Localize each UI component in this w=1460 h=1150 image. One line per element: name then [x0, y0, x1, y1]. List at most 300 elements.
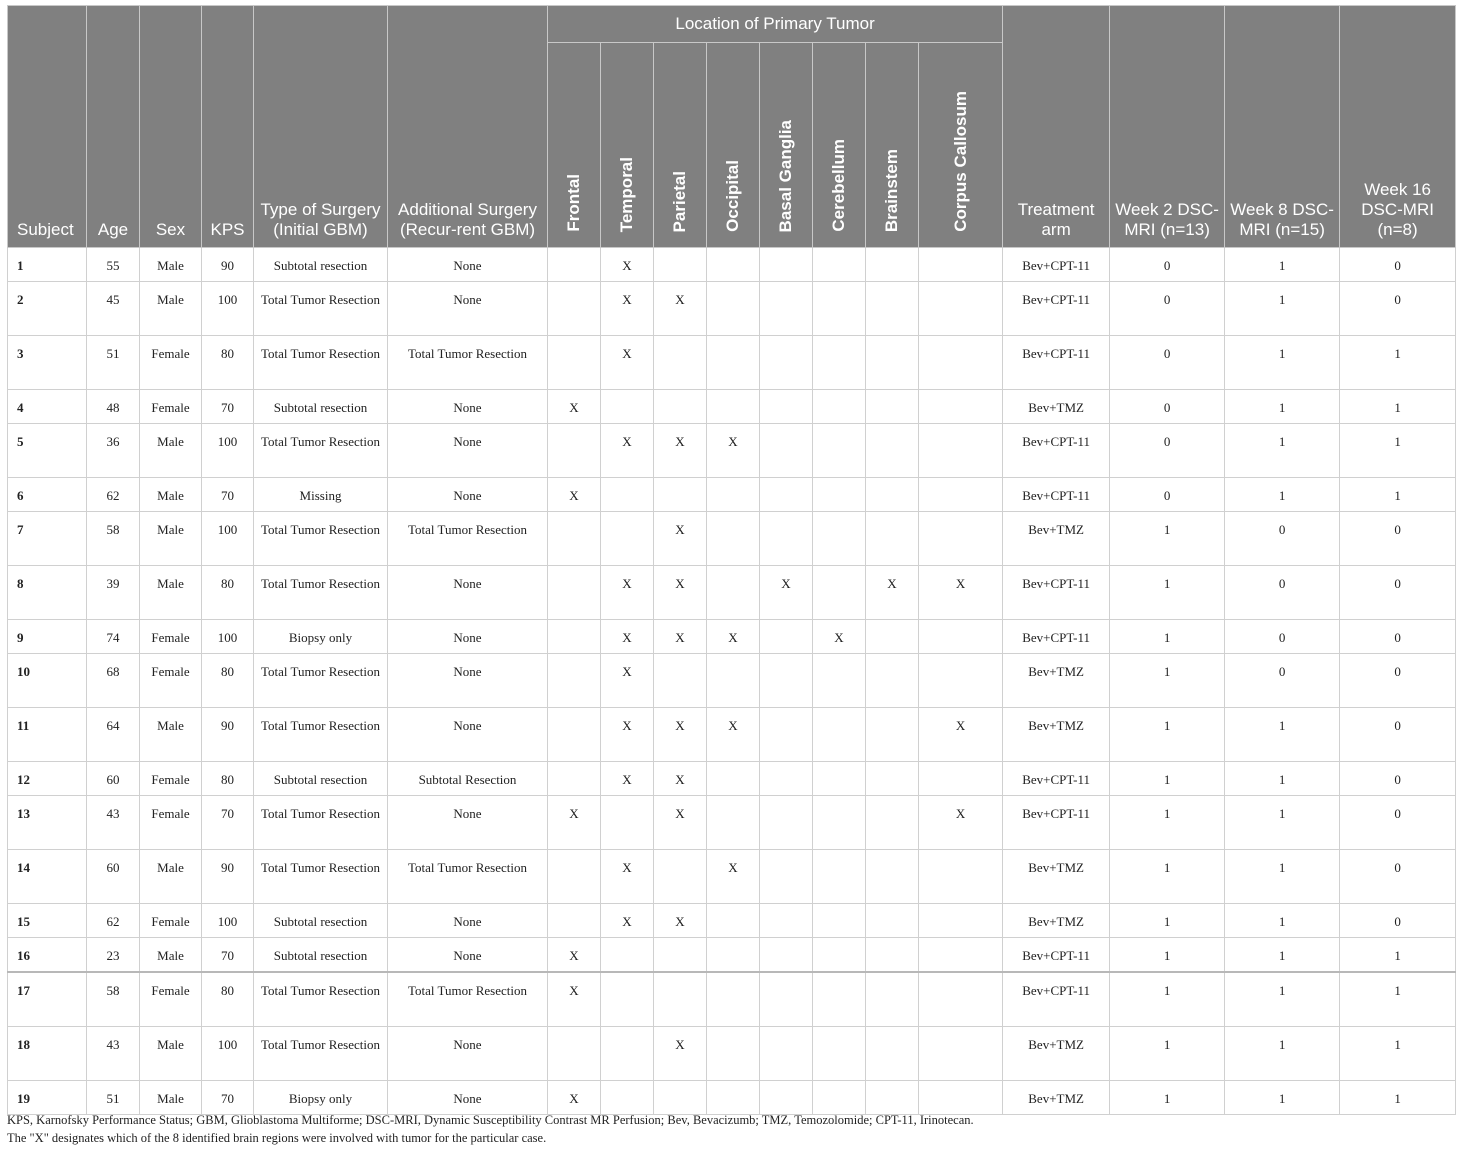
cell-location-5	[813, 248, 866, 282]
cell-surgery-type: Total Tumor Resection	[254, 850, 388, 904]
col-sex: Sex	[140, 6, 202, 248]
cell-location-2: X	[654, 1027, 707, 1081]
cell-location-6	[866, 654, 919, 708]
cell-week8: 0	[1225, 512, 1340, 566]
cell-sex: Male	[140, 282, 202, 336]
cell-location-6	[866, 796, 919, 850]
cell-location-3: X	[707, 708, 760, 762]
cell-kps: 100	[202, 904, 254, 938]
cell-additional-surgery: None	[388, 282, 548, 336]
cell-surgery-type: Missing	[254, 478, 388, 512]
cell-age: 23	[87, 938, 140, 973]
cell-location-0: X	[548, 1081, 601, 1115]
cell-treatment-arm: Bev+CPT-11	[1003, 248, 1110, 282]
cell-subject: 9	[8, 620, 87, 654]
col-location-7	[919, 43, 1003, 248]
cell-sex: Female	[140, 904, 202, 938]
cell-surgery-type: Biopsy only	[254, 620, 388, 654]
cell-week2: 0	[1110, 248, 1225, 282]
cell-week8: 1	[1225, 248, 1340, 282]
cell-location-1: X	[601, 904, 654, 938]
cell-location-1: X	[601, 708, 654, 762]
cell-location-0	[548, 424, 601, 478]
cell-location-4	[760, 248, 813, 282]
cell-age: 68	[87, 654, 140, 708]
table-row	[8, 1027, 1456, 1081]
cell-location-3	[707, 248, 760, 282]
cell-subject: 17	[8, 972, 87, 1027]
cell-surgery-type: Subtotal resection	[254, 762, 388, 796]
cell-sex: Female	[140, 620, 202, 654]
cell-week2: 0	[1110, 478, 1225, 512]
col-subject: Subject	[8, 6, 87, 248]
cell-location-6	[866, 708, 919, 762]
cell-subject: 13	[8, 796, 87, 850]
cell-location-3	[707, 1027, 760, 1081]
cell-subject: 4	[8, 390, 87, 424]
cell-location-7	[919, 512, 1003, 566]
table-body	[8, 248, 1456, 1115]
cell-location-4	[760, 282, 813, 336]
cell-location-3	[707, 654, 760, 708]
cell-sex: Female	[140, 390, 202, 424]
cell-week16: 1	[1340, 336, 1456, 390]
cell-location-0	[548, 566, 601, 620]
cell-week8: 1	[1225, 478, 1340, 512]
cell-additional-surgery: None	[388, 390, 548, 424]
table-row	[8, 248, 1456, 282]
cell-sex: Male	[140, 1027, 202, 1081]
cell-location-6	[866, 478, 919, 512]
cell-subject: 1	[8, 248, 87, 282]
cell-location-2	[654, 390, 707, 424]
cell-sex: Male	[140, 708, 202, 762]
cell-week8: 0	[1225, 620, 1340, 654]
cell-location-3	[707, 904, 760, 938]
cell-surgery-type: Total Tumor Resection	[254, 282, 388, 336]
cell-location-6	[866, 512, 919, 566]
cell-surgery-type: Total Tumor Resection	[254, 708, 388, 762]
cell-subject: 3	[8, 336, 87, 390]
col-week16: Week 16 DSC-MRI (n=8)	[1340, 6, 1456, 248]
location-label: Frontal	[564, 174, 583, 232]
cell-location-0: X	[548, 390, 601, 424]
cell-location-0	[548, 282, 601, 336]
table-header	[8, 6, 1456, 248]
cell-subject: 12	[8, 762, 87, 796]
table-row	[8, 708, 1456, 762]
cell-additional-surgery: None	[388, 424, 548, 478]
cell-week2: 1	[1110, 566, 1225, 620]
cell-location-0	[548, 762, 601, 796]
cell-subject: 16	[8, 938, 87, 973]
cell-surgery-type: Total Tumor Resection	[254, 566, 388, 620]
cell-kps: 80	[202, 972, 254, 1027]
cell-surgery-type: Subtotal resection	[254, 938, 388, 973]
cell-location-7: X	[919, 566, 1003, 620]
cell-location-4: X	[760, 566, 813, 620]
cell-week16: 0	[1340, 566, 1456, 620]
cell-location-6	[866, 620, 919, 654]
cell-location-4	[760, 762, 813, 796]
cell-location-1: X	[601, 850, 654, 904]
cell-subject: 6	[8, 478, 87, 512]
cell-location-7: X	[919, 796, 1003, 850]
cell-location-1: X	[601, 654, 654, 708]
cell-week2: 1	[1110, 938, 1225, 973]
cell-kps: 90	[202, 708, 254, 762]
col-week8: Week 8 DSC-MRI (n=15)	[1225, 6, 1340, 248]
cell-week2: 1	[1110, 972, 1225, 1027]
cell-location-4	[760, 478, 813, 512]
cell-subject: 7	[8, 512, 87, 566]
cell-age: 36	[87, 424, 140, 478]
cell-treatment-arm: Bev+CPT-11	[1003, 478, 1110, 512]
cell-age: 64	[87, 708, 140, 762]
table-row	[8, 938, 1456, 973]
cell-location-3	[707, 478, 760, 512]
cell-location-7	[919, 850, 1003, 904]
cell-location-2: X	[654, 620, 707, 654]
cell-location-7	[919, 938, 1003, 973]
cell-week8: 1	[1225, 904, 1340, 938]
cell-week8: 1	[1225, 850, 1340, 904]
cell-location-7	[919, 762, 1003, 796]
col-age: Age	[87, 6, 140, 248]
cell-location-1: X	[601, 248, 654, 282]
cell-sex: Male	[140, 850, 202, 904]
cell-additional-surgery: None	[388, 1027, 548, 1081]
cell-location-6	[866, 1081, 919, 1115]
cell-week16: 1	[1340, 424, 1456, 478]
cell-location-4	[760, 938, 813, 973]
cell-week2: 1	[1110, 654, 1225, 708]
cell-location-2	[654, 336, 707, 390]
cell-week16: 0	[1340, 796, 1456, 850]
cell-location-3: X	[707, 620, 760, 654]
cell-location-6	[866, 424, 919, 478]
cell-age: 58	[87, 972, 140, 1027]
cell-week8: 1	[1225, 938, 1340, 973]
cell-treatment-arm: Bev+TMZ	[1003, 850, 1110, 904]
cell-location-5	[813, 850, 866, 904]
cell-location-7	[919, 972, 1003, 1027]
cell-additional-surgery: None	[388, 1081, 548, 1115]
cell-subject: 15	[8, 904, 87, 938]
cell-age: 43	[87, 1027, 140, 1081]
cell-location-2: X	[654, 566, 707, 620]
cell-location-4	[760, 336, 813, 390]
table-row	[8, 478, 1456, 512]
location-label: Corpus Callosum	[950, 91, 970, 232]
cell-location-2: X	[654, 708, 707, 762]
cell-treatment-arm: Bev+CPT-11	[1003, 796, 1110, 850]
cell-location-3	[707, 762, 760, 796]
cell-location-0	[548, 904, 601, 938]
cell-location-3	[707, 972, 760, 1027]
cell-age: 60	[87, 762, 140, 796]
location-label: Basal Ganglia	[776, 119, 795, 232]
cell-week2: 1	[1110, 512, 1225, 566]
cell-week8: 0	[1225, 654, 1340, 708]
table-row	[8, 654, 1456, 708]
cell-sex: Male	[140, 566, 202, 620]
cell-age: 51	[87, 1081, 140, 1115]
cell-additional-surgery: None	[388, 620, 548, 654]
table-row	[8, 762, 1456, 796]
cell-location-2	[654, 478, 707, 512]
cell-location-3	[707, 1081, 760, 1115]
cell-surgery-type: Total Tumor Resection	[254, 424, 388, 478]
cell-sex: Female	[140, 654, 202, 708]
cell-location-7	[919, 478, 1003, 512]
cell-location-2	[654, 938, 707, 973]
patient-table	[7, 5, 1456, 1115]
cell-age: 58	[87, 512, 140, 566]
cell-kps: 100	[202, 620, 254, 654]
cell-week8: 1	[1225, 796, 1340, 850]
cell-location-6	[866, 390, 919, 424]
cell-location-1: X	[601, 424, 654, 478]
cell-treatment-arm: Bev+CPT-11	[1003, 620, 1110, 654]
col-location-5	[813, 43, 866, 248]
table-row	[8, 796, 1456, 850]
cell-location-3	[707, 282, 760, 336]
cell-additional-surgery: None	[388, 248, 548, 282]
col-location-1	[601, 43, 654, 248]
cell-location-3	[707, 390, 760, 424]
cell-location-1	[601, 1081, 654, 1115]
cell-location-3	[707, 796, 760, 850]
cell-additional-surgery: Total Tumor Resection	[388, 972, 548, 1027]
cell-subject: 2	[8, 282, 87, 336]
cell-location-4	[760, 620, 813, 654]
table-row	[8, 282, 1456, 336]
cell-subject: 8	[8, 566, 87, 620]
cell-surgery-type: Subtotal resection	[254, 248, 388, 282]
cell-location-2: X	[654, 904, 707, 938]
cell-age: 45	[87, 282, 140, 336]
cell-subject: 19	[8, 1081, 87, 1115]
table-row	[8, 904, 1456, 938]
cell-location-3	[707, 566, 760, 620]
cell-location-6: X	[866, 566, 919, 620]
cell-week2: 1	[1110, 850, 1225, 904]
location-label: Brainstem	[882, 148, 901, 232]
cell-week8: 1	[1225, 1081, 1340, 1115]
cell-location-3	[707, 512, 760, 566]
cell-additional-surgery: Total Tumor Resection	[388, 850, 548, 904]
cell-week2: 1	[1110, 708, 1225, 762]
cell-week8: 1	[1225, 972, 1340, 1027]
cell-location-5	[813, 336, 866, 390]
cell-location-5	[813, 478, 866, 512]
cell-location-0: X	[548, 972, 601, 1027]
cell-kps: 100	[202, 512, 254, 566]
cell-location-3: X	[707, 850, 760, 904]
cell-age: 55	[87, 248, 140, 282]
cell-treatment-arm: Bev+TMZ	[1003, 904, 1110, 938]
cell-location-6	[866, 850, 919, 904]
cell-location-4	[760, 972, 813, 1027]
cell-location-5	[813, 1027, 866, 1081]
col-location-2	[654, 43, 707, 248]
cell-treatment-arm: Bev+CPT-11	[1003, 424, 1110, 478]
table-row	[8, 850, 1456, 904]
cell-surgery-type: Total Tumor Resection	[254, 796, 388, 850]
cell-surgery-type: Total Tumor Resection	[254, 1027, 388, 1081]
cell-location-5	[813, 654, 866, 708]
cell-week8: 1	[1225, 336, 1340, 390]
cell-kps: 70	[202, 938, 254, 973]
cell-location-1: X	[601, 282, 654, 336]
cell-kps: 70	[202, 796, 254, 850]
cell-subject: 11	[8, 708, 87, 762]
cell-kps: 80	[202, 566, 254, 620]
table-row	[8, 972, 1456, 1027]
cell-location-0	[548, 708, 601, 762]
cell-location-6	[866, 282, 919, 336]
cell-subject: 10	[8, 654, 87, 708]
cell-location-4	[760, 424, 813, 478]
cell-location-1: X	[601, 762, 654, 796]
cell-location-4	[760, 796, 813, 850]
cell-week8: 1	[1225, 1027, 1340, 1081]
cell-location-1	[601, 972, 654, 1027]
cell-week2: 0	[1110, 390, 1225, 424]
table-row	[8, 336, 1456, 390]
location-label: Cerebellum	[829, 139, 848, 232]
cell-additional-surgery: None	[388, 796, 548, 850]
cell-location-7	[919, 282, 1003, 336]
cell-week16: 0	[1340, 904, 1456, 938]
cell-sex: Female	[140, 796, 202, 850]
cell-week16: 1	[1340, 390, 1456, 424]
cell-location-5	[813, 1081, 866, 1115]
location-label: Parietal	[670, 170, 689, 232]
cell-week2: 1	[1110, 1027, 1225, 1081]
col-week2: Week 2 DSC-MRI (n=13)	[1110, 6, 1225, 248]
cell-location-3: X	[707, 424, 760, 478]
cell-location-2	[654, 850, 707, 904]
table-row	[8, 1081, 1456, 1115]
cell-location-2: X	[654, 424, 707, 478]
col-location-6	[866, 43, 919, 248]
cell-location-3	[707, 938, 760, 973]
cell-location-1	[601, 938, 654, 973]
col-additional-surgery: Additional Surgery (Recur-rent GBM)	[388, 6, 548, 248]
cell-location-2: X	[654, 282, 707, 336]
cell-kps: 70	[202, 1081, 254, 1115]
cell-surgery-type: Total Tumor Resection	[254, 654, 388, 708]
cell-location-6	[866, 938, 919, 973]
cell-week2: 1	[1110, 1081, 1225, 1115]
cell-week2: 0	[1110, 336, 1225, 390]
cell-location-4	[760, 850, 813, 904]
cell-week16: 1	[1340, 972, 1456, 1027]
cell-treatment-arm: Bev+TMZ	[1003, 1081, 1110, 1115]
cell-location-2	[654, 972, 707, 1027]
cell-location-4	[760, 1027, 813, 1081]
cell-kps: 100	[202, 424, 254, 478]
cell-subject: 5	[8, 424, 87, 478]
cell-sex: Male	[140, 478, 202, 512]
cell-location-7	[919, 1027, 1003, 1081]
cell-treatment-arm: Bev+CPT-11	[1003, 566, 1110, 620]
cell-age: 62	[87, 904, 140, 938]
cell-treatment-arm: Bev+CPT-11	[1003, 762, 1110, 796]
cell-week16: 0	[1340, 248, 1456, 282]
cell-location-4	[760, 1081, 813, 1115]
cell-age: 51	[87, 336, 140, 390]
cell-location-6	[866, 972, 919, 1027]
cell-sex: Male	[140, 512, 202, 566]
cell-location-7: X	[919, 708, 1003, 762]
cell-location-6	[866, 248, 919, 282]
cell-location-5	[813, 904, 866, 938]
cell-age: 62	[87, 478, 140, 512]
footnote-x-legend: The "X" designates which of the 8 identified brain regions were involved with tumor for the particular case.	[7, 1131, 547, 1145]
cell-week8: 1	[1225, 762, 1340, 796]
cell-location-6	[866, 336, 919, 390]
cell-week16: 1	[1340, 938, 1456, 973]
cell-sex: Female	[140, 336, 202, 390]
cell-location-7	[919, 248, 1003, 282]
location-label: Temporal	[617, 156, 636, 232]
cell-location-4	[760, 654, 813, 708]
cell-location-1	[601, 1027, 654, 1081]
col-treatment-arm: Treatment arm	[1003, 6, 1110, 248]
cell-kps: 80	[202, 336, 254, 390]
table-row	[8, 390, 1456, 424]
cell-week16: 0	[1340, 512, 1456, 566]
cell-week8: 1	[1225, 282, 1340, 336]
cell-sex: Male	[140, 424, 202, 478]
cell-treatment-arm: Bev+TMZ	[1003, 390, 1110, 424]
cell-age: 48	[87, 390, 140, 424]
cell-treatment-arm: Bev+CPT-11	[1003, 938, 1110, 973]
cell-location-1	[601, 478, 654, 512]
cell-location-5	[813, 282, 866, 336]
cell-location-4	[760, 390, 813, 424]
cell-location-0	[548, 512, 601, 566]
cell-location-2	[654, 248, 707, 282]
cell-week16: 0	[1340, 282, 1456, 336]
cell-kps: 70	[202, 478, 254, 512]
cell-week16: 1	[1340, 478, 1456, 512]
col-location-3	[707, 43, 760, 248]
cell-location-4	[760, 512, 813, 566]
cell-sex: Male	[140, 248, 202, 282]
cell-additional-surgery: None	[388, 938, 548, 973]
cell-sex: Male	[140, 938, 202, 973]
cell-treatment-arm: Bev+TMZ	[1003, 1027, 1110, 1081]
cell-treatment-arm: Bev+TMZ	[1003, 708, 1110, 762]
cell-age: 60	[87, 850, 140, 904]
col-kps: KPS	[202, 6, 254, 248]
cell-additional-surgery: None	[388, 654, 548, 708]
cell-location-5	[813, 566, 866, 620]
cell-surgery-type: Total Tumor Resection	[254, 336, 388, 390]
cell-week2: 1	[1110, 762, 1225, 796]
cell-additional-surgery: None	[388, 566, 548, 620]
cell-kps: 90	[202, 248, 254, 282]
table-row	[8, 424, 1456, 478]
table-row	[8, 512, 1456, 566]
cell-location-3	[707, 336, 760, 390]
cell-location-1	[601, 512, 654, 566]
cell-location-0	[548, 620, 601, 654]
